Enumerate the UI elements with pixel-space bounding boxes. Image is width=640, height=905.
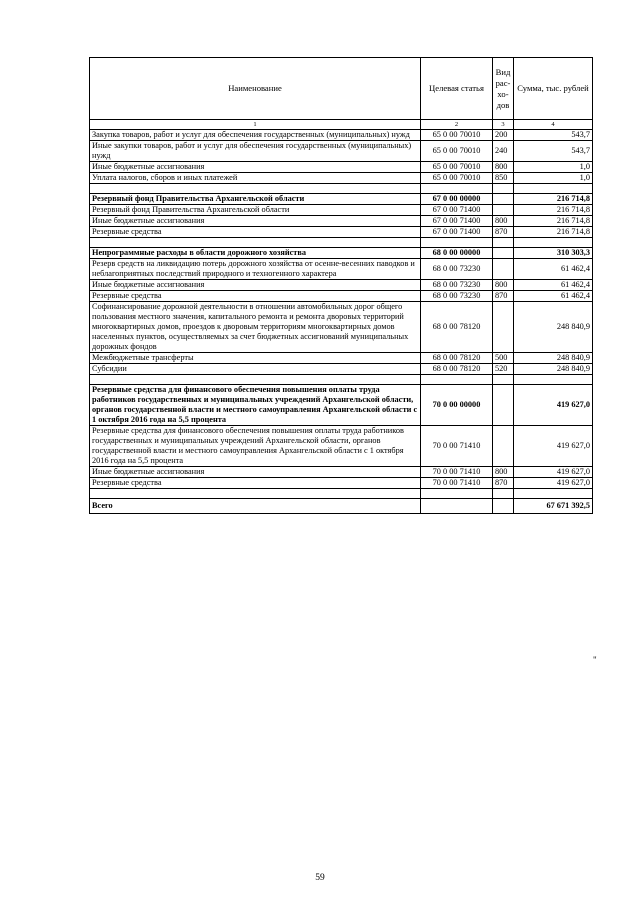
table-row xyxy=(90,385,593,426)
column-number: 2 xyxy=(421,120,493,130)
row-sum: 1,0 xyxy=(514,162,593,173)
row-code: 68 0 00 73230 xyxy=(421,291,493,302)
table-row xyxy=(90,302,593,353)
row-name: Непрограммные расходы в области дорожного хозяйства xyxy=(90,248,421,259)
row-name: Всего xyxy=(90,499,421,514)
row-sum: 543,7 xyxy=(514,130,593,141)
row-name: Иные бюджетные ассигнования xyxy=(90,162,421,173)
row-name: Резервные средства xyxy=(90,227,421,238)
row-vid: 870 xyxy=(493,478,514,489)
row-vid xyxy=(493,385,514,426)
row-code: 67 0 00 00000 xyxy=(421,194,493,205)
spacer-row xyxy=(90,238,593,248)
table-row xyxy=(90,227,593,238)
row-sum: 419 627,0 xyxy=(514,426,593,467)
row-name: Межбюджетные трансферты xyxy=(90,353,421,364)
row-sum: 310 303,3 xyxy=(514,248,593,259)
header-vid: Вид рас-хо-дов xyxy=(493,58,514,120)
header-sum: Сумма, тыс. рублей xyxy=(514,58,593,120)
row-vid: 520 xyxy=(493,364,514,375)
row-vid xyxy=(493,205,514,216)
row-code: 68 0 00 78120 xyxy=(421,364,493,375)
row-vid: 850 xyxy=(493,173,514,184)
table-row xyxy=(90,467,593,478)
row-code: 68 0 00 78120 xyxy=(421,302,493,353)
row-sum: 248 840,9 xyxy=(514,364,593,375)
row-name: Уплата налогов, сборов и иных платежей xyxy=(90,173,421,184)
row-code: 65 0 00 70010 xyxy=(421,162,493,173)
table-row xyxy=(90,216,593,227)
table-row xyxy=(90,173,593,184)
row-vid: 800 xyxy=(493,467,514,478)
row-code: 68 0 00 73230 xyxy=(421,280,493,291)
row-name: Иные бюджетные ассигнования xyxy=(90,467,421,478)
row-code: 67 0 00 71400 xyxy=(421,205,493,216)
row-sum: 216 714,8 xyxy=(514,194,593,205)
row-code: 70 0 00 00000 xyxy=(421,385,493,426)
row-sum: 419 627,0 xyxy=(514,478,593,489)
column-number: 3 xyxy=(493,120,514,130)
row-vid xyxy=(493,302,514,353)
row-vid: 240 xyxy=(493,141,514,162)
row-sum: 248 840,9 xyxy=(514,353,593,364)
row-code: 67 0 00 71400 xyxy=(421,216,493,227)
row-code: 68 0 00 00000 xyxy=(421,248,493,259)
spacer-row xyxy=(90,184,593,194)
column-number-row xyxy=(90,120,593,130)
row-vid xyxy=(493,248,514,259)
table-row xyxy=(90,426,593,467)
row-name: Субсидии xyxy=(90,364,421,375)
row-sum: 61 462,4 xyxy=(514,291,593,302)
row-vid: 800 xyxy=(493,280,514,291)
row-vid: 200 xyxy=(493,130,514,141)
row-name: Иные закупки товаров, работ и услуг для обеспечения государственных (муниципальных) нужд xyxy=(90,141,421,162)
table-header-row xyxy=(90,58,593,120)
table-row xyxy=(90,478,593,489)
row-code: 67 0 00 71400 xyxy=(421,227,493,238)
table-row xyxy=(90,141,593,162)
row-vid xyxy=(493,194,514,205)
row-sum: 419 627,0 xyxy=(514,385,593,426)
row-code: 70 0 00 71410 xyxy=(421,467,493,478)
row-name: Резервные средства xyxy=(90,291,421,302)
row-code xyxy=(421,499,493,514)
header-name: Наименование xyxy=(90,58,421,120)
row-sum: 216 714,8 xyxy=(514,205,593,216)
row-sum: 1,0 xyxy=(514,173,593,184)
spacer-row xyxy=(90,489,593,499)
row-sum: 61 462,4 xyxy=(514,259,593,280)
row-sum: 419 627,0 xyxy=(514,467,593,478)
row-vid xyxy=(493,259,514,280)
row-name: Резервный фонд Правительства Архангельской области xyxy=(90,205,421,216)
row-vid: 500 xyxy=(493,353,514,364)
budget-table xyxy=(89,57,593,514)
row-name: Софинансирование дорожной деятельности в отношении автомобильных дорог общего пользования местного значения, капитального ремонта и ремонта дворовых территорий многоквартирных домов, проездов к дворовым территориям многоквартирных домов населенных пунктов, осуществляемых за счет бюджетных ассигнований муниципальных дорожных фондов xyxy=(90,302,421,353)
table-row xyxy=(90,259,593,280)
spacer-row xyxy=(90,375,593,385)
table-row xyxy=(90,280,593,291)
row-code: 70 0 00 71410 xyxy=(421,478,493,489)
table-row xyxy=(90,162,593,173)
row-sum: 248 840,9 xyxy=(514,302,593,353)
row-name: Резерв средств на ликвидацию потерь дорожного хозяйства от осенне-весенних паводков и неблагоприятных последствий природного и техногенного характера xyxy=(90,259,421,280)
table-row xyxy=(90,248,593,259)
row-sum: 543,7 xyxy=(514,141,593,162)
table-row xyxy=(90,130,593,141)
header-code: Целевая статья xyxy=(421,58,493,120)
row-vid xyxy=(493,426,514,467)
table-row xyxy=(90,364,593,375)
row-code: 65 0 00 70010 xyxy=(421,173,493,184)
row-sum: 216 714,8 xyxy=(514,216,593,227)
page-number: 59 xyxy=(315,873,325,883)
table-row xyxy=(90,194,593,205)
table-row xyxy=(90,353,593,364)
row-name: Иные бюджетные ассигнования xyxy=(90,280,421,291)
row-code: 65 0 00 70010 xyxy=(421,141,493,162)
row-name: Резервный фонд Правительства Архангельской области xyxy=(90,194,421,205)
closing-quote: " xyxy=(593,655,597,665)
row-name: Резервные средства xyxy=(90,478,421,489)
table-row xyxy=(90,291,593,302)
row-name: Резервные средства для финансового обеспечения повышения оплаты труда работников государственных и муниципальных учреждений Архангельской области, органов государственной власти и местного самоуправления Архангельской области с 1 октября 2016 года на 5,5 процента xyxy=(90,385,421,426)
row-vid: 800 xyxy=(493,162,514,173)
row-sum: 216 714,8 xyxy=(514,227,593,238)
row-vid: 870 xyxy=(493,227,514,238)
column-number: 1 xyxy=(90,120,421,130)
row-name: Резервные средства для финансового обеспечения повышения оплаты труда работников государственных и муниципальных учреждений Архангельской области, органов государственной власти и местного самоуправления Архангельской области с 1 октября 2016 года на 5,5 процента xyxy=(90,426,421,467)
row-code: 68 0 00 78120 xyxy=(421,353,493,364)
total-row xyxy=(90,499,593,514)
row-sum: 61 462,4 xyxy=(514,280,593,291)
row-code: 65 0 00 70010 xyxy=(421,130,493,141)
column-number: 4 xyxy=(514,120,593,130)
row-vid xyxy=(493,499,514,514)
row-name: Иные бюджетные ассигнования xyxy=(90,216,421,227)
row-vid: 800 xyxy=(493,216,514,227)
row-code: 70 0 00 71410 xyxy=(421,426,493,467)
table-row xyxy=(90,205,593,216)
row-code: 68 0 00 73230 xyxy=(421,259,493,280)
total-sum: 67 671 392,5 xyxy=(514,499,593,514)
row-vid: 870 xyxy=(493,291,514,302)
row-name: Закупка товаров, работ и услуг для обеспечения государственных (муниципальных) нужд xyxy=(90,130,421,141)
